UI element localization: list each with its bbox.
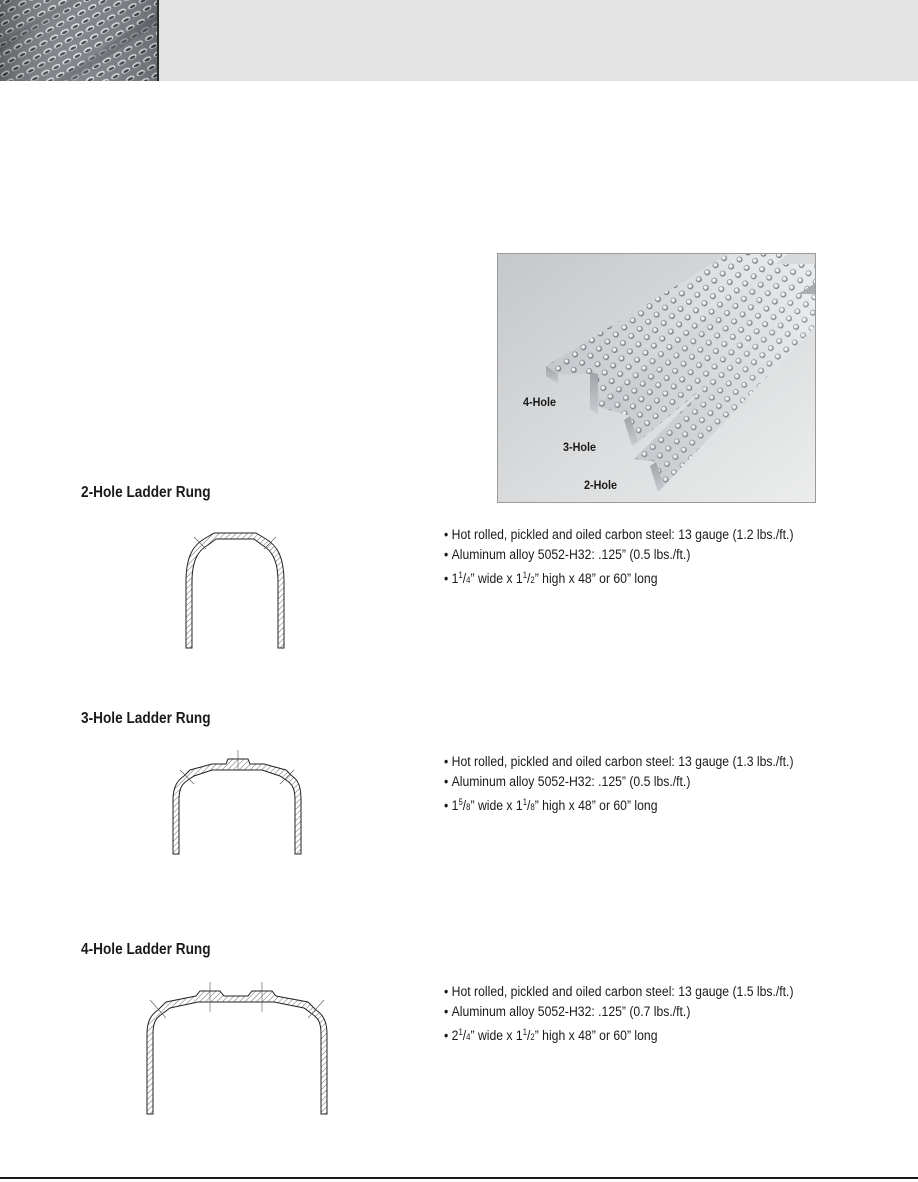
spec-steel: • Hot rolled, pickled and oiled carbon steel: 13 gauge (1.3 lbs./ft.) — [444, 752, 794, 772]
spec-dimensions: • $1^5/8$” wide x $1^1/8$” high x 48” or 60” long — [444, 792, 794, 817]
4-hole-rung-profile-drawing — [140, 982, 336, 1116]
3-hole-rung-profile-drawing — [168, 750, 306, 856]
spec-aluminum: • Aluminum alloy 5052-H32: .125” (0.7 lbs./ft.) — [444, 1002, 794, 1022]
spec-dimensions: • $1^1/4$” wide x $1^1/2$” high x 48” or 60” long — [444, 565, 794, 590]
spec-steel: • Hot rolled, pickled and oiled carbon steel: 13 gauge (1.2 lbs./ft.) — [444, 525, 794, 545]
footer-rule — [0, 1177, 918, 1179]
photo-label-3-hole: 3-Hole — [563, 440, 597, 454]
spec-aluminum: • Aluminum alloy 5052-H32: .125” (0.5 lbs./ft.) — [444, 545, 794, 565]
header-grating-photo — [0, 0, 159, 81]
spec-dimensions: • $2^1/4$” wide x $1^1/2$” high x 48” or 60” long — [444, 1022, 794, 1047]
section-title-3-hole: 3-Hole Ladder Rung — [81, 710, 211, 727]
spec-steel: • Hot rolled, pickled and oiled carbon steel: 13 gauge (1.5 lbs./ft.) — [444, 982, 794, 1002]
spec-list-2-hole — [444, 525, 794, 590]
section-title-4-hole: 4-Hole Ladder Rung — [81, 941, 211, 958]
spec-aluminum: • Aluminum alloy 5052-H32: .125” (0.5 lbs./ft.) — [444, 772, 794, 792]
spec-list-3-hole — [444, 752, 794, 817]
photo-label-4-hole: 4-Hole — [523, 395, 557, 409]
spec-list-4-hole — [444, 982, 794, 1047]
photo-label-2-hole: 2-Hole — [584, 478, 618, 492]
section-title-2-hole: 2-Hole Ladder Rung — [81, 484, 211, 501]
2-hole-rung-profile-drawing — [180, 527, 290, 652]
ladder-rung-photo-illustration — [498, 254, 816, 503]
ladder-rung-product-photo — [497, 253, 816, 503]
grating-texture — [0, 0, 157, 81]
